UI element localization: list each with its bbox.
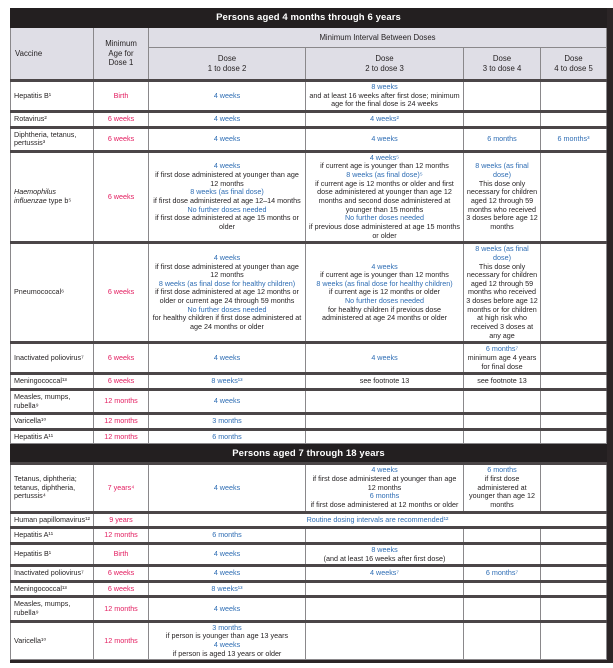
- dose-interval-cell: [149, 581, 306, 597]
- header-line: Age for: [108, 48, 134, 58]
- min-age-cell: Birth: [94, 543, 149, 565]
- dose-interval-cell: [306, 343, 464, 374]
- vaccine-name-text: Hepatitis B¹: [14, 549, 52, 559]
- table-row: [11, 127, 607, 151]
- vaccine-name-text: Tetanus, diphtheria; tetanus, diphtheria, pertussis⁴: [14, 474, 77, 501]
- vaccine-name-text: Rotavirus²: [14, 113, 47, 123]
- dose-interval-cell: [464, 429, 541, 444]
- min-age-cell: 12 months: [94, 621, 149, 660]
- vaccine-name-cell: [11, 429, 94, 444]
- interval-value-text: 6 months: [369, 491, 400, 501]
- column-header-dose-1-2: [149, 48, 306, 81]
- interval-value-text: 8 weeks¹³: [211, 583, 243, 593]
- interval-condition-text: if previous dose administered at age 15 months or older: [308, 221, 461, 240]
- interval-condition-text: if first dose administered at younger than age 12 months: [155, 261, 299, 280]
- table-row: [11, 151, 607, 242]
- dose-interval-cell: [306, 243, 464, 343]
- dose-interval-cell: [306, 621, 464, 660]
- column-header-dose-3-4: [464, 48, 541, 81]
- table-row: [11, 429, 607, 444]
- vaccine-name-cell: [11, 464, 94, 512]
- interval-condition-text: and at least 16 weeks after first dose; minimum age for the final dose is 24 weeks: [309, 90, 460, 109]
- dose-interval-cell: [541, 243, 607, 343]
- interval-value-text: 8 weeks¹³: [211, 376, 243, 386]
- interval-value-text: 4 weeks⁵: [369, 152, 400, 162]
- dose-interval-cell: [149, 566, 306, 582]
- table-row: [11, 243, 607, 343]
- interval-value-text: 8 weeks (as final dose)⁵: [346, 170, 423, 180]
- table-row: [11, 343, 607, 374]
- interval-value-text: 4 weeks: [213, 603, 241, 613]
- dose-interval-cell: [306, 566, 464, 582]
- interval-condition-text: if current age is younger than 12 months: [320, 161, 449, 171]
- dose-interval-cell: [149, 389, 306, 413]
- interval-condition-text: for healthy children if first dose administered at age 24 months or older: [152, 313, 302, 332]
- interval-value-text: 4 weeks⁷: [370, 568, 399, 578]
- dose-interval-cell: [306, 429, 464, 444]
- interval-value-text: 8 weeks: [371, 544, 398, 554]
- interval-value-text: 6 months: [487, 133, 517, 143]
- vaccine-name-cell: [11, 543, 94, 565]
- interval-value-text: 4 weeks: [213, 352, 241, 362]
- interval-condition-text: if current age is 12 months or older: [328, 287, 441, 297]
- dose-interval-cell: [464, 243, 541, 343]
- min-age-cell: 9 years: [94, 512, 149, 528]
- dose-interval-cell: [541, 414, 607, 430]
- section-title-row: [11, 444, 607, 464]
- interval-value-text: 8 weeks (as final dose): [475, 244, 529, 262]
- vaccine-name-text: Haemophilus influenzae: [14, 187, 56, 206]
- header-line: Dose: [217, 54, 237, 64]
- dose-interval-cell: [464, 389, 541, 413]
- dose-interval-cell: [149, 243, 306, 343]
- dose-interval-cell: [306, 127, 464, 151]
- vaccine-name-text: Diphtheria, tetanus, pertussis³: [14, 129, 77, 148]
- dose-interval-cell: [149, 464, 306, 512]
- interval-condition-text: if current age is younger than 12 months: [320, 270, 449, 280]
- dose-interval-cell: [306, 111, 464, 127]
- interval-value-text: Routine dosing intervals are recommended¹²: [306, 514, 449, 524]
- dose-interval-cell: [149, 127, 306, 151]
- header-line: 1 to dose 2: [207, 63, 247, 73]
- interval-value-text: 4 weeks: [213, 113, 241, 123]
- column-header-dose-4-5: [541, 48, 607, 81]
- catch-up-schedule: [10, 8, 607, 660]
- vaccine-name-cell: [11, 621, 94, 660]
- table-row: [11, 374, 607, 390]
- min-age-cell: 12 months: [94, 429, 149, 444]
- vaccine-name-cell: [11, 81, 94, 112]
- interval-condition-text: if first dose administered at younger than age 12 months: [312, 474, 457, 492]
- section-title-bar: Persons aged 4 months through 6 years: [11, 9, 607, 28]
- dose-interval-cell: [541, 597, 607, 621]
- min-age-cell: 12 months: [94, 389, 149, 413]
- vaccine-name-cell: [11, 127, 94, 151]
- dose-interval-cell: [541, 343, 607, 374]
- vaccine-name-cell: [11, 597, 94, 621]
- vaccine-name-text: Human papillomavirus¹²: [14, 514, 90, 524]
- vaccine-name-cell: [11, 566, 94, 582]
- interval-value-text: 4 weeks: [213, 396, 241, 406]
- header-line: Minimum: [105, 39, 137, 49]
- vaccine-name-cell: [11, 512, 94, 528]
- interval-value-text: 4 weeks: [371, 133, 398, 143]
- min-age-cell: 6 weeks: [94, 243, 149, 343]
- dose-interval-cell: [464, 343, 541, 374]
- table-row: [11, 543, 607, 565]
- interval-value-text: No further doses needed: [187, 304, 267, 314]
- dose-interval-cell: [149, 512, 607, 528]
- dose-interval-cell: [149, 343, 306, 374]
- interval-value-text: No further doses needed: [344, 296, 425, 306]
- dose-interval-cell: [541, 581, 607, 597]
- interval-value-text: 3 months: [212, 416, 242, 426]
- dose-interval-cell: [464, 543, 541, 565]
- dose-interval-cell: [464, 528, 541, 544]
- dose-interval-cell: [464, 127, 541, 151]
- table-row: [11, 528, 607, 544]
- interval-value-text: 4 weeks: [213, 90, 241, 100]
- interval-value-text: 8 weeks (as final dose for healthy children): [158, 278, 296, 288]
- dose-interval-cell: [306, 597, 464, 621]
- interval-value-text: 6 months⁷: [485, 568, 519, 578]
- table-row: [11, 621, 607, 660]
- dose-interval-cell: [306, 543, 464, 565]
- table-row: [11, 566, 607, 582]
- table-row: [11, 414, 607, 430]
- vaccine-name-cell: [11, 528, 94, 544]
- header-row-top: [11, 28, 607, 48]
- header-line: 3 to dose 4: [482, 63, 522, 73]
- dose-interval-cell: [306, 389, 464, 413]
- section-title-bar: Persons aged 7 through 18 years: [11, 444, 607, 464]
- min-age-cell: 6 weeks: [94, 581, 149, 597]
- dose-interval-cell: [541, 389, 607, 413]
- table-row: [11, 464, 607, 512]
- vaccine-name-text: Hepatitis A¹¹: [14, 431, 54, 441]
- header-line: 4 to dose 5: [554, 63, 593, 73]
- vaccine-schedule-table: [10, 8, 613, 663]
- dose-interval-cell: [149, 111, 306, 127]
- table-row: [11, 81, 607, 112]
- vaccine-name-text: Varicella¹⁰: [14, 635, 47, 645]
- vaccine-name-text: Varicella¹⁰: [14, 416, 47, 426]
- vaccine-name-cell: [11, 243, 94, 343]
- interval-value-text: No further doses needed: [344, 213, 425, 223]
- min-age-cell: Birth: [94, 81, 149, 112]
- dose-interval-cell: [306, 528, 464, 544]
- interval-value-text: 6 months: [212, 530, 242, 540]
- column-header-interval-group: Minimum Interval Between Doses: [149, 28, 607, 48]
- interval-value-text: 8 weeks (as final dose): [475, 161, 529, 180]
- vaccine-name-cell: [11, 374, 94, 390]
- dose-interval-cell: [541, 543, 607, 565]
- dose-interval-cell: [464, 566, 541, 582]
- interval-condition-text: if first dose administered at age 12–14 months: [153, 196, 301, 206]
- vaccine-name-cell: [11, 581, 94, 597]
- min-age-cell: 12 months: [94, 528, 149, 544]
- table-row: [11, 512, 607, 528]
- dose-interval-cell: [541, 429, 607, 444]
- dose-interval-cell: [464, 81, 541, 112]
- interval-value-text: 6 months: [487, 465, 517, 475]
- interval-value-text: 4 weeks: [213, 640, 241, 650]
- dose-interval-cell: [541, 566, 607, 582]
- vaccine-name-text: Hepatitis A¹¹: [14, 530, 54, 540]
- header-line: Dose: [564, 54, 583, 64]
- dose-interval-cell: [306, 151, 464, 242]
- vaccine-name-text: Hepatitis B¹: [14, 90, 52, 100]
- table-row: [11, 581, 607, 597]
- vaccine-name-cell: [11, 389, 94, 413]
- dose-interval-cell: [541, 81, 607, 112]
- interval-condition-text: This dose only necessary for children aged 12 through 59 months who received 3 doses before age 12 months or for children at high risk who received 3 doses at any age: [466, 261, 538, 340]
- vaccine-name-text: Meningococcal¹³: [14, 583, 67, 593]
- interval-value-text: 4 weeks: [213, 252, 241, 262]
- interval-condition-text: if person is younger than age 13 years: [165, 631, 289, 641]
- column-header-dose-2-3: [306, 48, 464, 81]
- min-age-cell: 12 months: [94, 597, 149, 621]
- vaccine-name-text: Pneumococcal⁶: [14, 287, 65, 297]
- interval-condition-text: if first dose administered at younger than age 12 months: [155, 170, 299, 188]
- header-line: 2 to dose 3: [365, 63, 404, 73]
- vaccine-name-text: Inactivated poliovirus⁷: [14, 568, 84, 578]
- dose-interval-cell: [464, 597, 541, 621]
- vaccine-name-text: Measles, mumps, rubella⁹: [14, 599, 71, 618]
- dose-interval-cell: [464, 414, 541, 430]
- min-age-cell: 12 months: [94, 414, 149, 430]
- interval-value-text: 8 weeks: [371, 82, 398, 91]
- interval-condition-text: if first dose administered at age 12 months or older or current age 24 through 59 months: [155, 287, 299, 306]
- dose-interval-cell: [464, 464, 541, 512]
- interval-condition-text: if person is aged 13 years or older: [172, 648, 282, 658]
- min-age-cell: 6 weeks: [94, 111, 149, 127]
- interval-condition-text: if first dose administered at younger than age 12 months: [469, 474, 535, 509]
- dose-interval-cell: [149, 528, 306, 544]
- interval-condition-text: if first dose administered at 12 months or older: [310, 499, 459, 509]
- dose-interval-cell: [464, 151, 541, 242]
- dose-interval-cell: [306, 464, 464, 512]
- interval-value-text: 4 weeks: [213, 549, 241, 559]
- vaccine-name-cell: [11, 151, 94, 242]
- dose-interval-cell: [541, 621, 607, 660]
- interval-value-text: 4 weeks: [213, 568, 241, 578]
- interval-value-text: 4 weeks: [213, 161, 241, 171]
- min-age-cell: 7 years⁴: [94, 464, 149, 512]
- interval-value-text: 4 weeks: [213, 133, 241, 143]
- dose-interval-cell: [149, 621, 306, 660]
- min-age-cell: 6 weeks: [94, 151, 149, 242]
- interval-value-text: 4 weeks: [371, 261, 398, 271]
- interval-value-text: 8 weeks (as final dose for healthy children): [316, 278, 453, 288]
- vaccine-name-cell: [11, 343, 94, 374]
- interval-value-text: 3 months: [212, 622, 242, 632]
- table-row: [11, 389, 607, 413]
- dose-interval-cell: [149, 414, 306, 430]
- interval-condition-text: if current age is 12 months or older and first dose administered at younger than age 12 months and second dose administered at younger than 15 months: [315, 178, 454, 214]
- dose-interval-cell: [541, 111, 607, 127]
- dose-interval-cell: [464, 374, 541, 390]
- table-row: [11, 597, 607, 621]
- min-age-cell: 6 weeks: [94, 374, 149, 390]
- interval-value-text: 4 weeks: [213, 482, 241, 492]
- dose-interval-cell: [306, 581, 464, 597]
- dose-interval-cell: [306, 374, 464, 390]
- dose-interval-cell: [541, 464, 607, 512]
- interval-value-text: No further doses needed: [187, 204, 267, 214]
- column-header-vaccine: Vaccine: [11, 28, 94, 81]
- vaccine-name-text: Measles, mumps, rubella⁹: [14, 391, 71, 410]
- dose-interval-cell: [306, 81, 464, 112]
- vaccine-name-text: type b⁵: [46, 196, 72, 206]
- min-age-cell: 6 weeks: [94, 566, 149, 582]
- dose-interval-cell: [541, 374, 607, 390]
- min-age-cell: 6 weeks: [94, 127, 149, 151]
- interval-value-text: 4 weeks: [371, 352, 398, 362]
- interval-condition-text: see footnote 13: [477, 376, 527, 386]
- interval-condition-text: for healthy children if previous dose administered at age 24 months or older: [321, 304, 448, 323]
- vaccine-name-cell: [11, 111, 94, 127]
- dose-interval-cell: [541, 151, 607, 242]
- dose-interval-cell: [464, 111, 541, 127]
- vaccine-name-text: Meningococcal¹³: [14, 376, 67, 386]
- header-line: Dose 1: [108, 58, 134, 68]
- dose-interval-cell: [541, 528, 607, 544]
- interval-condition-text: if first dose administered at age 15 months or older: [155, 213, 299, 231]
- header-line: Dose: [375, 54, 394, 64]
- min-age-cell: 6 weeks: [94, 343, 149, 374]
- interval-value-text: 8 weeks (as final dose): [190, 187, 264, 197]
- dose-interval-cell: [464, 621, 541, 660]
- header-line: Dose: [492, 54, 512, 64]
- dose-interval-cell: [149, 151, 306, 242]
- dose-interval-cell: [541, 127, 607, 151]
- dose-interval-cell: [149, 429, 306, 444]
- vaccine-name-text: Inactivated poliovirus⁷: [14, 352, 84, 362]
- dose-interval-cell: [149, 597, 306, 621]
- interval-value-text: 6 months⁷: [485, 344, 519, 354]
- dose-interval-cell: [149, 374, 306, 390]
- interval-value-text: 4 weeks²: [370, 113, 399, 123]
- interval-condition-text: This dose only necessary for children aged 12 through 59 months who received 3 doses before age 12 months: [466, 178, 538, 231]
- dose-interval-cell: [149, 543, 306, 565]
- interval-condition-text: (and at least 16 weeks after first dose): [323, 553, 446, 563]
- interval-condition-text: minimum age 4 years for final dose: [467, 352, 537, 371]
- column-header-min-age: [94, 28, 149, 81]
- interval-value-text: 6 months: [212, 431, 242, 441]
- interval-value-text: 6 months³: [557, 133, 590, 143]
- dose-interval-cell: [149, 81, 306, 112]
- interval-condition-text: see footnote 13: [359, 376, 410, 386]
- dose-interval-cell: [306, 414, 464, 430]
- table-row: [11, 111, 607, 127]
- interval-value-text: 4 weeks: [371, 465, 398, 475]
- section1-title-row: [11, 9, 607, 28]
- vaccine-name-cell: [11, 414, 94, 430]
- dose-interval-cell: [464, 581, 541, 597]
